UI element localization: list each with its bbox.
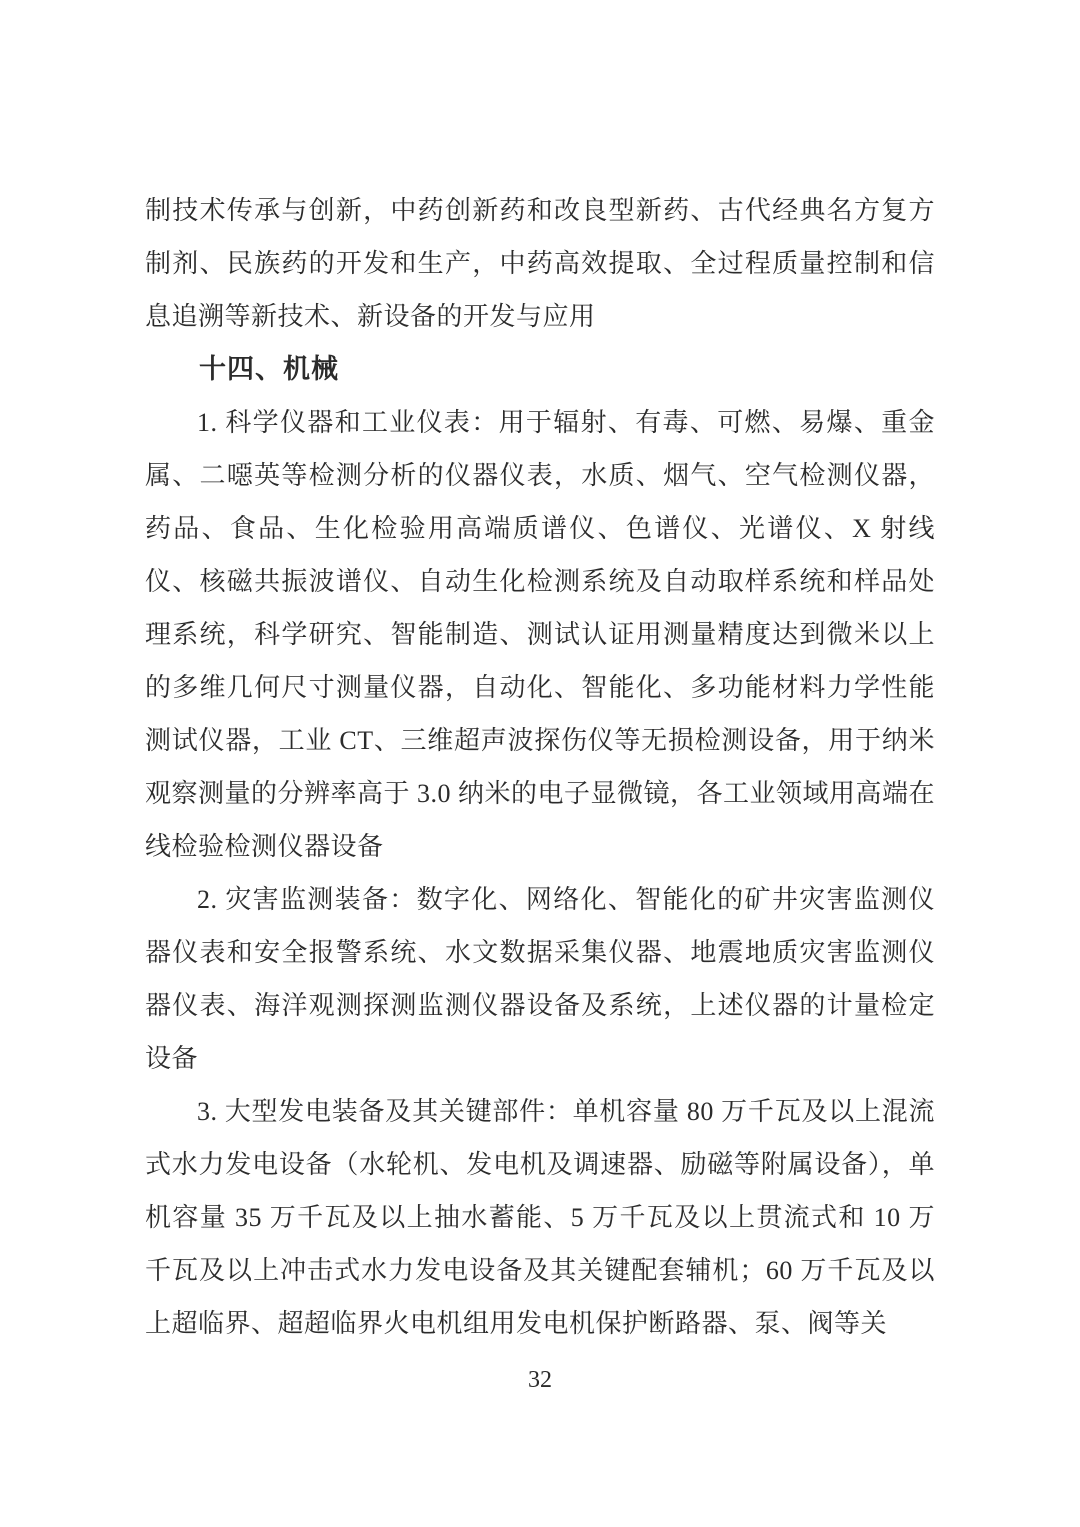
item-3-power-generation-equipment: 3. 大型发电装备及其关键部件：单机容量 80 万千瓦及以上混流式水力发电设备（水轮机、发电机及调速器、励磁等附属设备），单机容量 35 万千瓦及以上抽水蓄能、5 万千瓦及以上贯流式和 10 万千瓦及以上冲击式水力发电设备及其关键配套辅机；60 万千瓦及以上超临界、超超临界火电机组用发电机保护断路器、泵、阀等关 [145,1097,935,1338]
section-heading-machinery: 十四、机械 [199,354,339,384]
body-paragraph-continuation: 制技术传承与创新，中药创新药和改良型新药、古代经典名方复方制剂、民族药的开发和生产，中药高效提取、全过程质量控制和信息追溯等新技术、新设备的开发与应用 [145,196,935,331]
item-1-scientific-instruments: 1. 科学仪器和工业仪表：用于辐射、有毒、可燃、易爆、重金属、二噁英等检测分析的仪器仪表，水质、烟气、空气检测仪器，药品、食品、生化检验用高端质谱仪、色谱仪、光谱仪、X 射线仪、核磁共振波谱仪、自动生化检测系统及自动取样系统和样品处理系统，科学研究、智能制造、测试认证用测量精度达到微米以上的多维几何尺寸测量仪器，自动化、智能化、多功能材料力学性能测试仪器，工业 CT、三维超声波探伤仪等无损检测设备，用于纳米观察测量的分辨率高于 3.0 纳米的电子显微镜，各工业领域用高端在线检验检测仪器设备 [145,408,936,861]
page-number: 32 [528,1367,552,1393]
item-2-disaster-monitoring-equipment: 2. 灾害监测装备：数字化、网络化、智能化的矿井灾害监测仪器仪表和安全报警系统、水文数据采集仪器、地震地质灾害监测仪器仪表、海洋观测探测监测仪器设备及系统，上述仪器的计量检定设备 [145,885,935,1073]
